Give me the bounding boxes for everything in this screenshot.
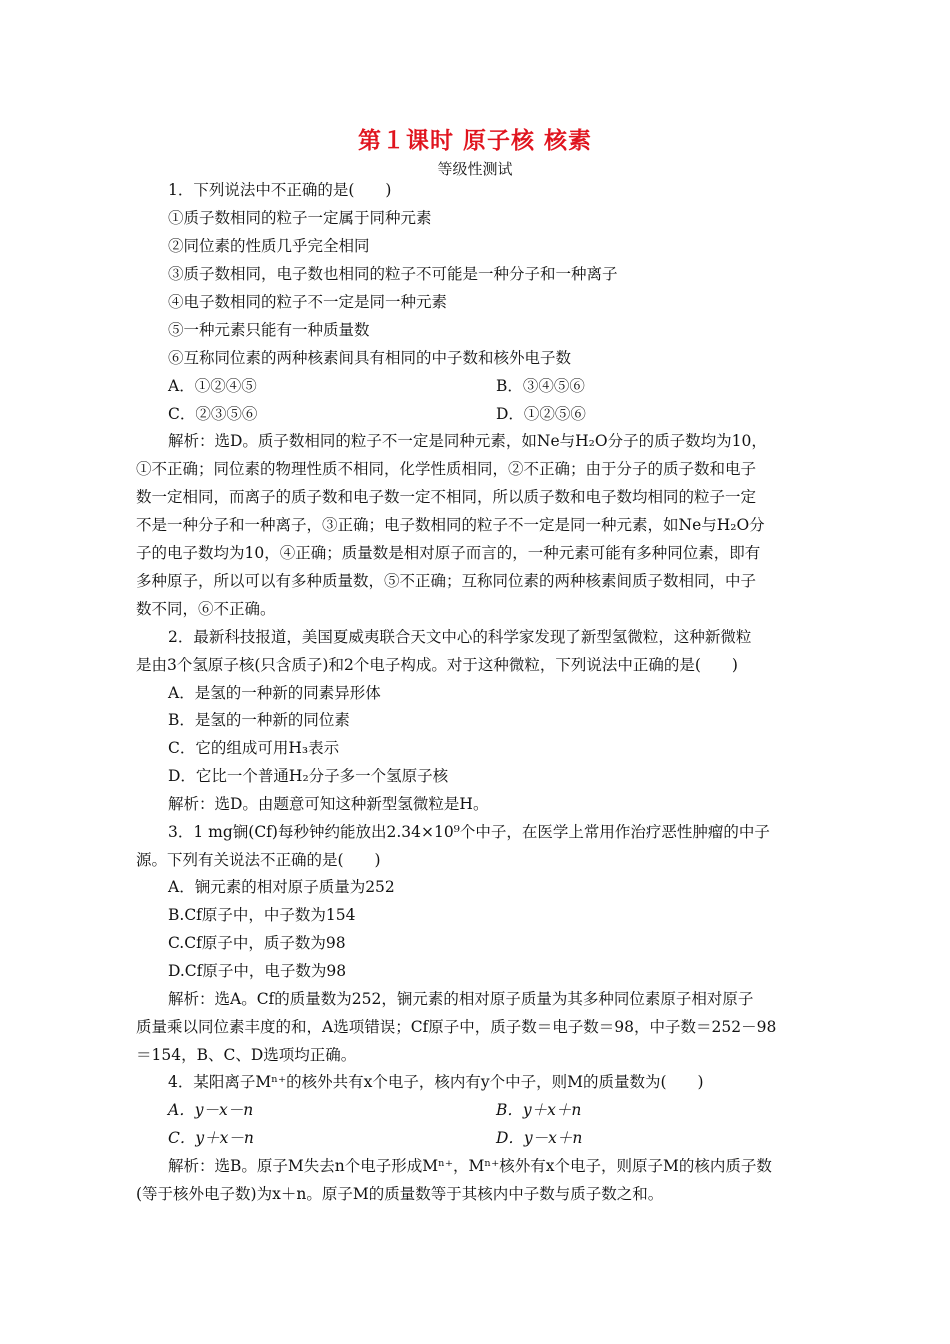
question-1-option-a: A．①②④⑤ bbox=[168, 377, 257, 395]
question-4-analysis: (等于核外电子数)为x＋n。原子M的质量数等于其核内中子数与质子数之和。 bbox=[136, 1185, 664, 1203]
question-2-option-d: D．它比一个普通H₂分子多一个氢原子核 bbox=[168, 767, 449, 785]
question-2-stem: 是由3个氢原子核(只含质子)和2个电子构成。对于这种微粒，下列说法中正确的是( ) bbox=[136, 656, 738, 674]
question-1-analysis: 数不同，⑥不正确。 bbox=[136, 600, 276, 618]
question-3-stem: 源。下列有关说法不正确的是( ) bbox=[136, 851, 381, 869]
question-2-analysis: 解析：选D。由题意可知这种新型氢微粒是H。 bbox=[168, 795, 489, 813]
question-1-analysis: ①不正确；同位素的物理性质不相同，化学性质相同，②不正确；由于分子的质子数和电子 bbox=[136, 460, 757, 478]
question-1-item: ②同位素的性质几乎完全相同 bbox=[168, 237, 370, 255]
question-3-analysis: 解析：选A。Cf的质量数为252，锎元素的相对原子质量为其多种同位素原子相对原子 bbox=[168, 990, 754, 1008]
question-3-option-a: A．锎元素的相对原子质量为252 bbox=[168, 878, 395, 896]
question-4-analysis: 解析：选B。原子M失去n个电子形成Mⁿ⁺，Mⁿ⁺核外有x个电子，则原子M的核内质子数 bbox=[168, 1157, 772, 1175]
question-1-option-c: C．②③⑤⑥ bbox=[168, 405, 258, 423]
question-1-item: ⑤一种元素只能有一种质量数 bbox=[168, 321, 370, 339]
question-1-analysis: 子的电子数均为10，④正确；质量数是相对原子而言的，一种元素可能有多种同位素，即有 bbox=[136, 544, 761, 562]
question-3-option-c: C.Cf原子中，质子数为98 bbox=[168, 934, 346, 952]
question-2-option-c: C．它的组成可用H₃表示 bbox=[168, 739, 340, 757]
question-1-item: ⑥互称同位素的两种核素间具有相同的中子数和核外电子数 bbox=[168, 349, 572, 367]
question-1-item: ①质子数相同的粒子一定属于同种元素 bbox=[168, 209, 432, 227]
page-subtitle: 等级性测试 bbox=[437, 160, 513, 178]
question-3-option-b: B.Cf原子中，中子数为154 bbox=[168, 906, 356, 924]
question-1-option-b: B．③④⑤⑥ bbox=[496, 377, 585, 395]
question-1-analysis: 解析：选D。质子数相同的粒子不一定是同种元素，如Ne与H₂O分子的质子数均为10， bbox=[168, 432, 767, 450]
question-1-option-d: D．①②⑤⑥ bbox=[496, 405, 586, 423]
question-4-stem: 4．某阳离子Mⁿ⁺的核外共有x个电子，核内有y个中子，则M的质量数为( ) bbox=[168, 1073, 704, 1091]
question-2-option-b: B．是氢的一种新的同位素 bbox=[168, 711, 350, 729]
question-2-stem: 2．最新科技报道，美国夏威夷联合天文中心的科学家发现了新型氢微粒，这种新微粒 bbox=[168, 628, 752, 646]
question-3-analysis: ＝154，B、C、D选项均正确。 bbox=[136, 1046, 357, 1064]
question-1-item: ④电子数相同的粒子不一定是同一种元素 bbox=[168, 293, 448, 311]
question-1-analysis: 多种原子，所以可以有多种质量数，⑤不正确；互称同位素的两种核素间质子数相同，中子 bbox=[136, 572, 757, 590]
question-4-option-c: C．y＋x－n bbox=[168, 1129, 254, 1147]
question-1-item: ③质子数相同，电子数也相同的粒子不可能是一种分子和一种离子 bbox=[168, 265, 618, 283]
page-title: 第１课时 原子核 核素 bbox=[357, 127, 592, 154]
question-1-stem: 1．下列说法中不正确的是( ) bbox=[168, 181, 392, 199]
question-1-analysis: 数一定相同，而离子的质子数和电子数一定不相同，所以质子数和电子数均相同的粒子一定 bbox=[136, 488, 757, 506]
question-2-option-a: A．是氢的一种新的同素异形体 bbox=[168, 684, 381, 702]
question-3-analysis: 质量乘以同位素丰度的和，A选项错误；Cf原子中，质子数＝电子数＝98，中子数＝252－98 bbox=[136, 1018, 777, 1036]
question-4-option-d: D．y－x＋n bbox=[496, 1129, 583, 1147]
question-1-analysis: 不是一种分子和一种离子，③正确；电子数相同的粒子不一定是同一种元素，如Ne与H₂O分 bbox=[136, 516, 765, 534]
question-4-option-b: B．y＋x＋n bbox=[496, 1101, 582, 1119]
question-3-stem: 3．1 mg锎(Cf)每秒钟约能放出2.34×10⁹个中子，在医学上常用作治疗恶性肿瘤的中子 bbox=[168, 823, 770, 841]
question-4-option-a: A．y－x－n bbox=[168, 1101, 254, 1119]
question-3-option-d: D.Cf原子中，电子数为98 bbox=[168, 962, 347, 980]
